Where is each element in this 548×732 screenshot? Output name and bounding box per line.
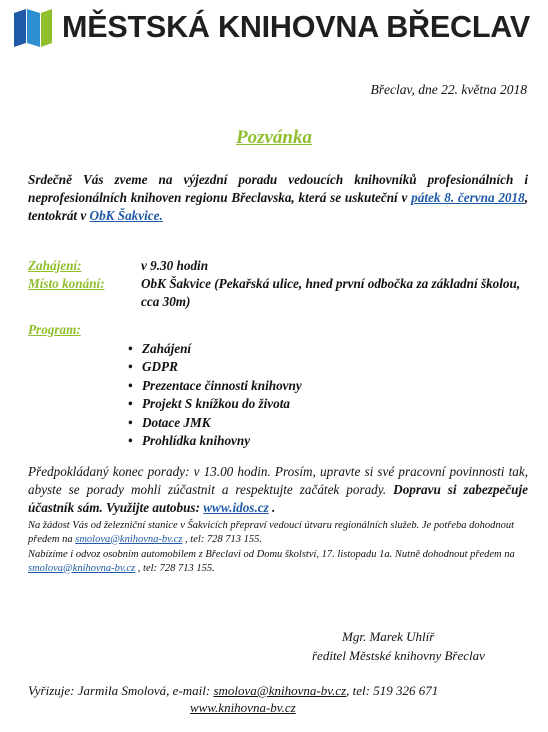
- end-paragraph: Předpokládaný konec porady: v 13.00 hodin. Prosím, upravte si své pracovní povinnosti tak, abyste se porady mohli zúčastnit a respektujte začátek porady. Dopravu si zabezpečuje účastník sám. Využijte autobus: www.idos.cz .: [28, 464, 528, 515]
- venue-row: [28, 275, 105, 293]
- end-text: Předpokládaný konec porady: v 13.00 hodin. Prosím, upravte si své pracovní povinnosti tak, abyste se porady mohli zúčastnit a respektujte začátek porady.: [28, 464, 528, 497]
- bullet-icon: •: [128, 377, 133, 393]
- start-label: Zahájení:: [28, 258, 82, 273]
- note-car: Nabízíme i odvoz osobním automobilem z Břeclavi od Domu školství, 17. listopadu 1a. Nutně dohodnout předem na smolova@knihovna-bv.cz , tel: 728 713 155.: [28, 549, 515, 574]
- letterhead: [12, 6, 542, 48]
- bullet-icon: •: [128, 359, 133, 375]
- idos-link[interactable]: www.idos.cz: [203, 500, 269, 515]
- bullet-icon: •: [128, 396, 133, 412]
- list-item: • Prohlídka knihovny: [128, 432, 302, 450]
- bullet-icon: •: [128, 414, 133, 430]
- venue-label: Místo konání:: [28, 276, 105, 291]
- program-label: Program:: [28, 322, 81, 337]
- list-item: • GDPR: [128, 358, 302, 376]
- book-logo-icon: [12, 7, 54, 47]
- intro-text: Srdečně Vás zveme na výjezdní poradu vedoucích knihovníků profesionálních i neprofesionálních knihoven regionu Břeclavska, která se uskuteční v: [28, 172, 528, 205]
- email-link[interactable]: smolova@knihovna-bv.cz: [28, 562, 136, 574]
- intro-mid: , tentokrát v: [28, 190, 528, 223]
- date-link[interactable]: pátek 8. června 2018: [411, 190, 525, 205]
- place-date: Břeclav, dne 22. května 2018: [370, 82, 527, 97]
- start-value: v 9.30 hodin: [141, 258, 209, 273]
- list-item: • Dotace JMK: [128, 414, 302, 432]
- note-train: Na žádost Vás od železniční stanice v Šakvicích přepraví vedoucí útvaru regionálních služeb. Je potřeba dohodnout předem na smolova@knihovna-bv.cz , tel: 728 713 155.: [28, 520, 515, 545]
- list-item: • Zahájení: [128, 340, 302, 358]
- list-item: • Projekt S knížkou do života: [128, 395, 302, 413]
- start-row: [28, 257, 81, 275]
- signature-role: ředitel Městské knihovny Břeclav: [312, 648, 485, 663]
- website-link[interactable]: www.knihovna-bv.cz: [190, 700, 296, 715]
- footer-web: [190, 699, 390, 716]
- document-title: Pozvánka: [236, 127, 312, 148]
- venue-value: ObK Šakvice (Pekařská ulice, hned první odbočka za základní školou, cca 30m): [141, 276, 521, 309]
- program-list: [128, 340, 302, 450]
- email-link[interactable]: smolova@knihovna-bv.cz: [75, 533, 183, 545]
- signature-name: Mgr. Marek Uhlíř: [342, 629, 435, 644]
- list-item: • Prezentace činnosti knihovny: [128, 377, 302, 395]
- footer-email-link[interactable]: smolova@knihovna-bv.cz: [213, 683, 347, 698]
- place-link[interactable]: ObK Šakvice.: [89, 208, 163, 223]
- bullet-icon: •: [128, 433, 133, 449]
- organization-name: MĚSTSKÁ KNIHOVNA BŘECLAV: [62, 9, 530, 44]
- bullet-icon: •: [128, 341, 133, 356]
- intro-paragraph: [28, 171, 528, 225]
- footer-contact: Vyřizuje: Jarmila Smolová, e-mail: smolova@knihovna-bv.cz, tel: 519 326 671: [28, 683, 439, 698]
- transport-text: Dopravu si zabezpečuje účastník sám. Využijte autobus:: [28, 482, 528, 515]
